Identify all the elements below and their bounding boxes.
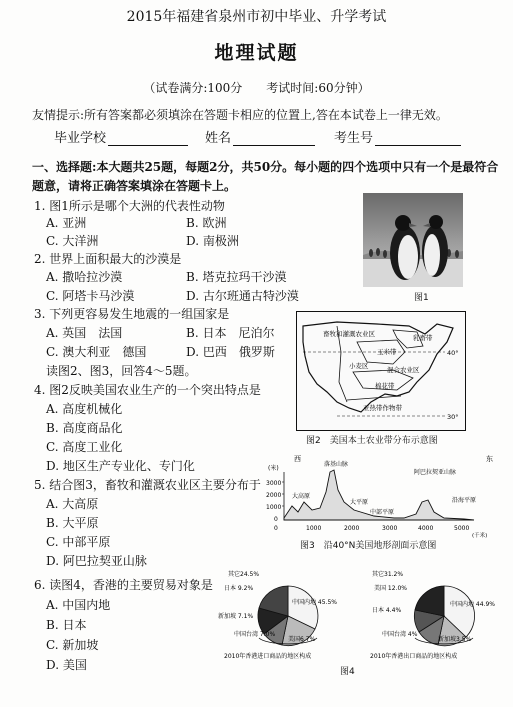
q4-option-c: C. 高度工业化: [46, 440, 123, 454]
map-label-lat40: 40°: [447, 349, 459, 357]
terrain-profile: [264, 452, 500, 542]
fig4-caption: 图4: [340, 667, 355, 677]
label-rocky-mountains: 落基山脉: [324, 461, 349, 468]
question-1: 1. 图1所示是哪个大洲的代表性动物: [34, 199, 225, 213]
map-label-mixed: 混合农业区: [387, 366, 420, 374]
q5-option-b: B. 大平原: [46, 516, 99, 530]
question-5: 5. 结合图3，畜牧和灌溉农业区主要分布于: [34, 478, 261, 492]
map-label-corn: 玉米带: [377, 348, 397, 356]
import-label-usa: 美国6.7%: [288, 636, 316, 643]
direction-east: 东: [486, 455, 493, 463]
export-label-japan: 日本 4.4%: [372, 607, 402, 614]
fig1-caption: 图1: [414, 293, 429, 303]
q6-option-b: B. 日本: [46, 618, 87, 632]
q1-option-a: A. 亚洲: [46, 216, 87, 230]
us-agriculture-map: [296, 311, 466, 431]
q5-option-c: C. 中部平原: [46, 535, 111, 549]
candidate-number-label: 考生号: [334, 131, 374, 146]
x-tick-3000: 3000: [382, 525, 398, 532]
export-pie-caption: 2010年香港出口商品的地区构成: [370, 653, 458, 660]
name-field: [205, 127, 315, 146]
map-label-subtropical: 亚热带作物带: [363, 404, 402, 412]
q5-option-a: A. 大高原: [46, 497, 99, 511]
q5-option-d: D. 阿巴拉契亚山脉: [46, 554, 147, 568]
section-label: 一、选择题:: [32, 160, 97, 174]
q6-option-a: A. 中国内地: [46, 598, 111, 612]
school-field: [54, 127, 188, 146]
export-label-taiwan: 中国台湾 4%: [382, 631, 418, 638]
q2-option-d: D. 古尔班通古特沙漠: [186, 289, 299, 303]
import-pie-caption: 2010年香港进口商品的地区构成: [224, 653, 312, 660]
map-label-wheat: 小麦区: [349, 362, 369, 370]
question-4: 4. 图2反映美国农业生产的一个突出特点是: [34, 383, 261, 397]
q4-option-a: A. 高度机械化: [46, 402, 123, 416]
x-tick-5000: 5000: [454, 525, 470, 532]
map-label-lat30: 30°: [447, 413, 459, 421]
q3-option-d: D. 巴西 俄罗斯: [186, 345, 275, 359]
y-axis-unit: (米): [268, 465, 279, 472]
q3-option-a: A. 英国 法国: [46, 326, 123, 340]
y-tick-0: 0: [274, 516, 278, 523]
section-instruction: 本大题共25题，每题2分，共50分。每小题的四个选项中只有一个是最符合题意，请将正确答案填涂在答题卡上。: [32, 160, 499, 193]
export-label-singapore: 新加坡3.5%: [438, 636, 472, 643]
q1-option-d: D. 南极洲: [186, 234, 239, 248]
question-6: 6. 读图4，香港的主要贸易对象是: [34, 578, 213, 592]
y-tick-1000: 1000: [266, 504, 282, 511]
y-tick-3000: 3000: [266, 480, 282, 487]
q6-option-d: D. 美国: [46, 658, 87, 672]
x-axis-unit: (千米): [472, 533, 488, 539]
candidate-number-field: [334, 127, 461, 146]
q3-option-b: B. 日本 尼泊尔: [186, 326, 275, 340]
q2-option-a: A. 撒哈拉沙漠: [46, 270, 123, 284]
q1-option-c: C. 大洋洲: [46, 234, 99, 248]
name-label: 姓名: [205, 131, 232, 146]
subject-title: 地理试题: [214, 42, 299, 64]
label-coastal-plain: 沿海平原: [452, 497, 477, 504]
reading-prompt: 读图2、图3，回答4～5题。: [46, 364, 197, 378]
fig2-caption: 图2 美国本土农业带分布示意图: [306, 436, 438, 446]
x-tick-4000: 4000: [418, 525, 434, 532]
exam-title: 2015年福建省泉州市初中毕业、升学考试: [126, 9, 387, 25]
q6-option-c: C. 新加坡: [46, 638, 99, 652]
import-label-singapore: 新加坡 7.1%: [218, 613, 254, 620]
direction-west: 西: [294, 455, 301, 463]
y-tick-2000: 2000: [266, 492, 282, 499]
map-label-dairy: 乳畜带: [413, 334, 433, 342]
label-great-plateau: 大高原: [292, 493, 311, 500]
fig3-caption: 图3 沿40°N美国地形剖面示意图: [300, 541, 437, 551]
import-label-other: 其它24.5%: [228, 571, 260, 578]
x-tick-2000: 2000: [344, 525, 360, 532]
q3-option-c: C. 澳大利亚 德国: [46, 345, 147, 359]
section-heading: [32, 158, 500, 196]
import-label-japan: 日本 9.2%: [224, 585, 254, 592]
import-label-taiwan: 中国台湾 7.0%: [234, 631, 276, 638]
label-great-plains: 大平原: [350, 499, 369, 506]
label-central-plains: 中部平原: [370, 509, 395, 516]
question-2: 2. 世界上面积最大的沙漠是: [34, 252, 182, 266]
q2-option-c: C. 阿塔卡马沙漠: [46, 289, 135, 303]
school-label: 毕业学校: [54, 131, 107, 146]
question-3: 3. 下列更容易发生地震的一组国家是: [34, 307, 230, 321]
trade-pie-charts: [212, 568, 502, 664]
map-label-grazing: 畜牧和灌溉农业区: [323, 330, 375, 338]
label-appalachian: 阿巴拉契亚山脉: [414, 469, 457, 476]
penguin-photo: [363, 193, 463, 287]
import-label-mainland: 中国内地 45.5%: [292, 599, 337, 606]
q1-option-b: B. 欧洲: [186, 216, 227, 230]
x-tick-0: 0: [274, 525, 278, 532]
q2-option-b: B. 塔克拉玛干沙漠: [186, 270, 287, 284]
map-label-cotton: 棉花带: [375, 382, 395, 390]
export-label-other: 其它31.2%: [372, 571, 404, 578]
exam-info: （试卷满分:100分 考试时间:60分钟）: [143, 81, 370, 95]
export-label-usa: 美国 12.0%: [374, 585, 407, 592]
x-tick-1000: 1000: [306, 525, 322, 532]
export-label-mainland: 中国内地 44.9%: [450, 601, 495, 608]
q4-option-d: D. 地区生产专业化、专门化: [46, 459, 195, 473]
notice-text: 友情提示:所有答案都必须填涂在答题卡相应的位置上,答在本试卷上一律无效。: [32, 108, 448, 122]
q4-option-b: B. 高度商品化: [46, 421, 123, 435]
